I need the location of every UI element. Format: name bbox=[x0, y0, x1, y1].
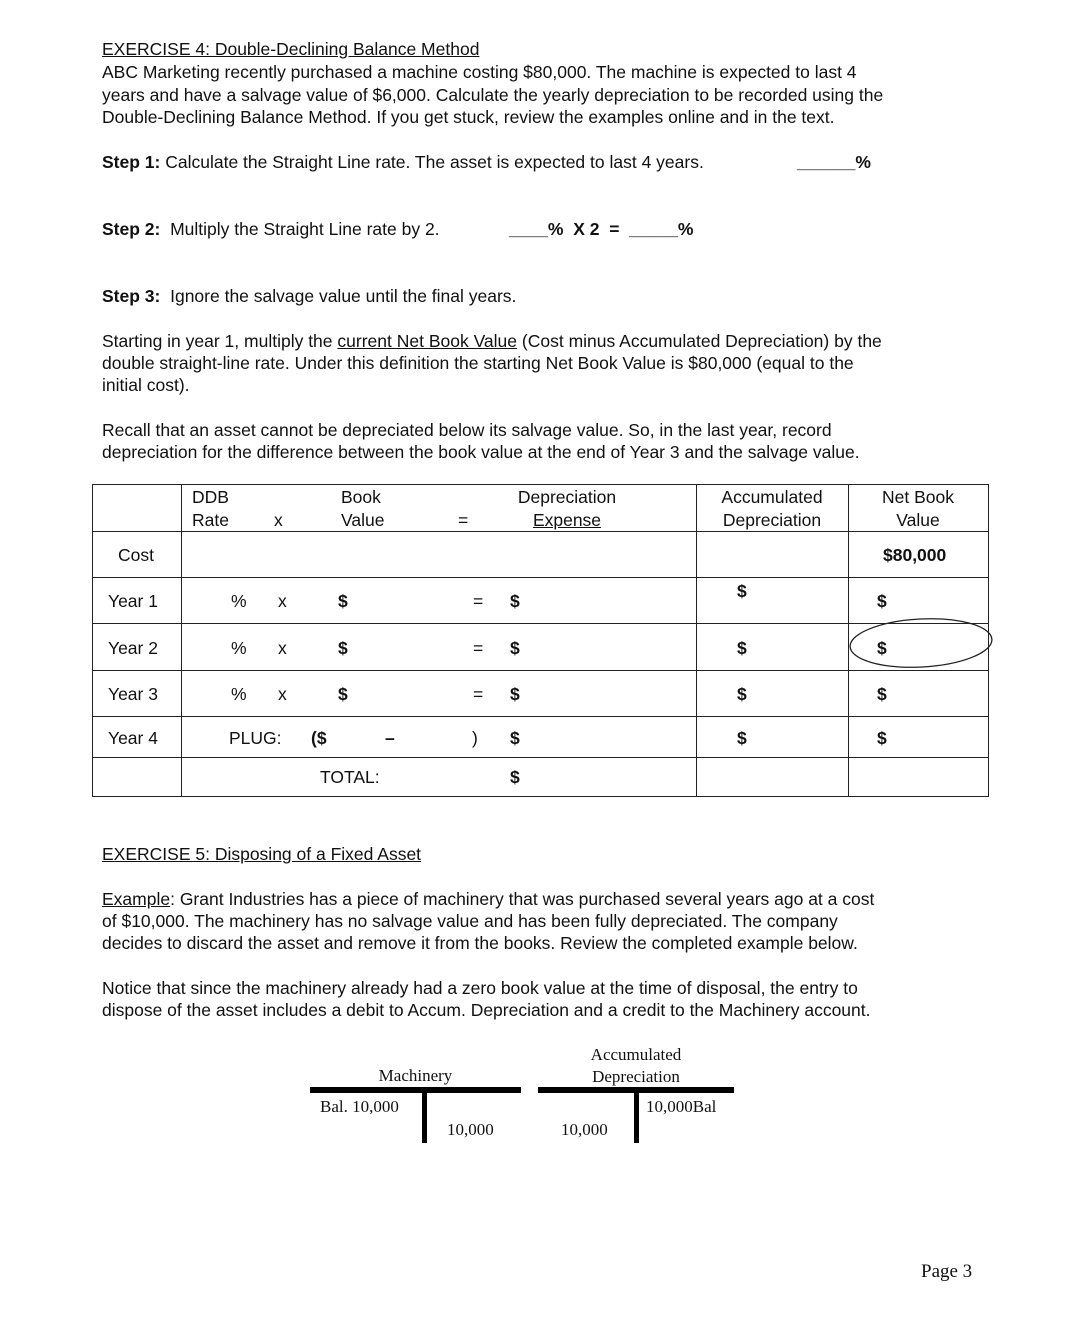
year-3-equals: = bbox=[473, 684, 484, 704]
accum-credit: 10,000Bal bbox=[646, 1097, 717, 1116]
year-2-accumulated: $ bbox=[737, 638, 747, 658]
example-line-2: of $10,000. The machinery has no salvage value and has been fully depreciated. The company bbox=[102, 911, 838, 931]
year-4-plug: PLUG: bbox=[229, 728, 282, 748]
machinery-credit: 10,000 bbox=[447, 1120, 494, 1139]
paragraph-1-line-1 bbox=[102, 330, 982, 353]
year-4-net-book-value: $ bbox=[877, 728, 887, 748]
example-text: : Grant Industries has a piece of machinery that was purchased several years ago at a cost bbox=[170, 889, 875, 909]
example-line-1 bbox=[102, 888, 982, 911]
year-2-depreciation: $ bbox=[510, 638, 520, 658]
year-2-equals: = bbox=[473, 638, 484, 658]
row-label-year-1: Year 1 bbox=[108, 591, 158, 611]
header-net-book-value: Net Book Value bbox=[882, 487, 954, 530]
paragraph-1-post: (Cost minus Accumulated Depreciation) by the bbox=[517, 331, 882, 351]
year-2-rate-pct: % bbox=[231, 638, 247, 658]
header-depreciation-expense: Depreciation Expense bbox=[517, 487, 617, 530]
table-divider bbox=[92, 757, 989, 758]
step-3-label: Step 3: bbox=[102, 286, 161, 306]
year-1-depreciation: $ bbox=[510, 591, 520, 611]
total-depreciation: $ bbox=[510, 767, 520, 787]
year-3-book-value: $ bbox=[338, 684, 348, 704]
page-number: Page 3 bbox=[921, 1261, 973, 1282]
year-4-depreciation: $ bbox=[510, 728, 520, 748]
year-2-nbv-circle-annotation bbox=[845, 614, 997, 672]
machinery-title: Machinery bbox=[378, 1066, 453, 1085]
paragraph-1-line-2: double straight-line rate. Under this definition the starting Net Book Value is $80,000 (equal to the bbox=[102, 353, 854, 373]
row-label-year-4: Year 4 bbox=[108, 728, 158, 748]
paragraph-1-pre: Starting in year 1, multiply the bbox=[102, 331, 338, 351]
year-1-book-value: $ bbox=[338, 591, 348, 611]
step-1 bbox=[102, 151, 704, 173]
paragraph-1-line-3: initial cost). bbox=[102, 375, 190, 395]
header-ddb: DDB Rate bbox=[192, 487, 229, 530]
paragraph-2-line-1: Recall that an asset cannot be depreciated below its salvage value. So, in the last year, record bbox=[102, 420, 832, 440]
year-4-plug-open: ($ bbox=[311, 728, 327, 748]
year-3-depreciation: $ bbox=[510, 684, 520, 704]
notice-line-1: Notice that since the machinery already had a zero book value at the time of disposal, the entry to bbox=[102, 978, 858, 998]
year-2-book-value: $ bbox=[338, 638, 348, 658]
exercise-5-title: EXERCISE 5: Disposing of a Fixed Asset bbox=[102, 844, 422, 864]
table-divider bbox=[92, 716, 989, 717]
year-3-rate-pct: % bbox=[231, 684, 247, 704]
step-1-label: Step 1: bbox=[102, 152, 161, 172]
step-1-text: Calculate the Straight Line rate. The asset is expected to last 4 years. bbox=[165, 152, 704, 172]
row-label-year-2: Year 2 bbox=[108, 638, 158, 658]
machinery-t-top bbox=[310, 1087, 521, 1093]
step-2-blank: ____% X 2 = _____% bbox=[509, 219, 694, 239]
year-4-accumulated: $ bbox=[737, 728, 747, 748]
step-3 bbox=[102, 285, 516, 307]
paragraph-2-line-2: depreciation for the difference between the book value at the end of Year 3 and the salvage value. bbox=[102, 442, 860, 462]
current-net-book-value-term: current Net Book Value bbox=[337, 331, 518, 351]
accum-t-stem bbox=[634, 1093, 639, 1143]
exercise-4-title: EXERCISE 4: Double-Declining Balance Method bbox=[102, 39, 480, 59]
example-label: Example bbox=[102, 889, 171, 909]
year-3-x: x bbox=[278, 684, 287, 704]
year-2-x: x bbox=[278, 638, 287, 658]
year-1-accumulated: $ bbox=[737, 581, 747, 601]
year-1-net-book-value: $ bbox=[877, 591, 887, 611]
year-3-net-book-value: $ bbox=[877, 684, 887, 704]
exercise-4-intro-line-2: years and have a salvage value of $6,000. Calculate the yearly depreciation to be recorded using the bbox=[102, 85, 884, 105]
machinery-t-stem bbox=[422, 1093, 427, 1143]
cost-net-book-value: $80,000 bbox=[883, 545, 947, 565]
step-3-text: Ignore the salvage value until the final years. bbox=[170, 286, 517, 306]
machinery-debit: Bal. 10,000 bbox=[320, 1097, 399, 1116]
year-3-accumulated: $ bbox=[737, 684, 747, 704]
notice-line-2: dispose of the asset includes a debit to Accum. Depreciation and a credit to the Machinery account. bbox=[102, 1000, 871, 1020]
row-label-cost: Cost bbox=[118, 545, 154, 565]
year-2-net-book-value: $ bbox=[877, 638, 887, 658]
step-2-label: Step 2: bbox=[102, 219, 161, 239]
step-2-text: Multiply the Straight Line rate by 2. bbox=[170, 219, 440, 239]
year-4-minus: – bbox=[385, 728, 395, 748]
accumulated-depreciation-title: Accumulated Depreciation bbox=[590, 1045, 682, 1086]
header-book-value: Book Value bbox=[341, 487, 385, 530]
example-line-3: decides to discard the asset and remove it from the books. Review the completed example below. bbox=[102, 933, 858, 953]
step-1-blank: ______% bbox=[797, 152, 871, 172]
year-1-x: x bbox=[278, 591, 287, 611]
exercise-4-intro-line-1: ABC Marketing recently purchased a machine costing $80,000. The machine is expected to last 4 bbox=[102, 62, 857, 82]
accum-debit: 10,000 bbox=[561, 1120, 608, 1139]
year-1-equals: = bbox=[473, 591, 484, 611]
header-x: x bbox=[274, 510, 283, 530]
total-label: TOTAL: bbox=[320, 767, 380, 787]
row-label-year-3: Year 3 bbox=[108, 684, 158, 704]
exercise-4-intro-line-3: Double-Declining Balance Method. If you get stuck, review the examples online and in the text. bbox=[102, 107, 835, 127]
step-2 bbox=[102, 218, 440, 240]
header-equals: = bbox=[458, 510, 469, 530]
year-4-plug-close: ) bbox=[472, 728, 478, 748]
header-accumulated-depreciation: Accumulated Depreciation bbox=[721, 487, 823, 530]
year-1-rate-pct: % bbox=[231, 591, 247, 611]
